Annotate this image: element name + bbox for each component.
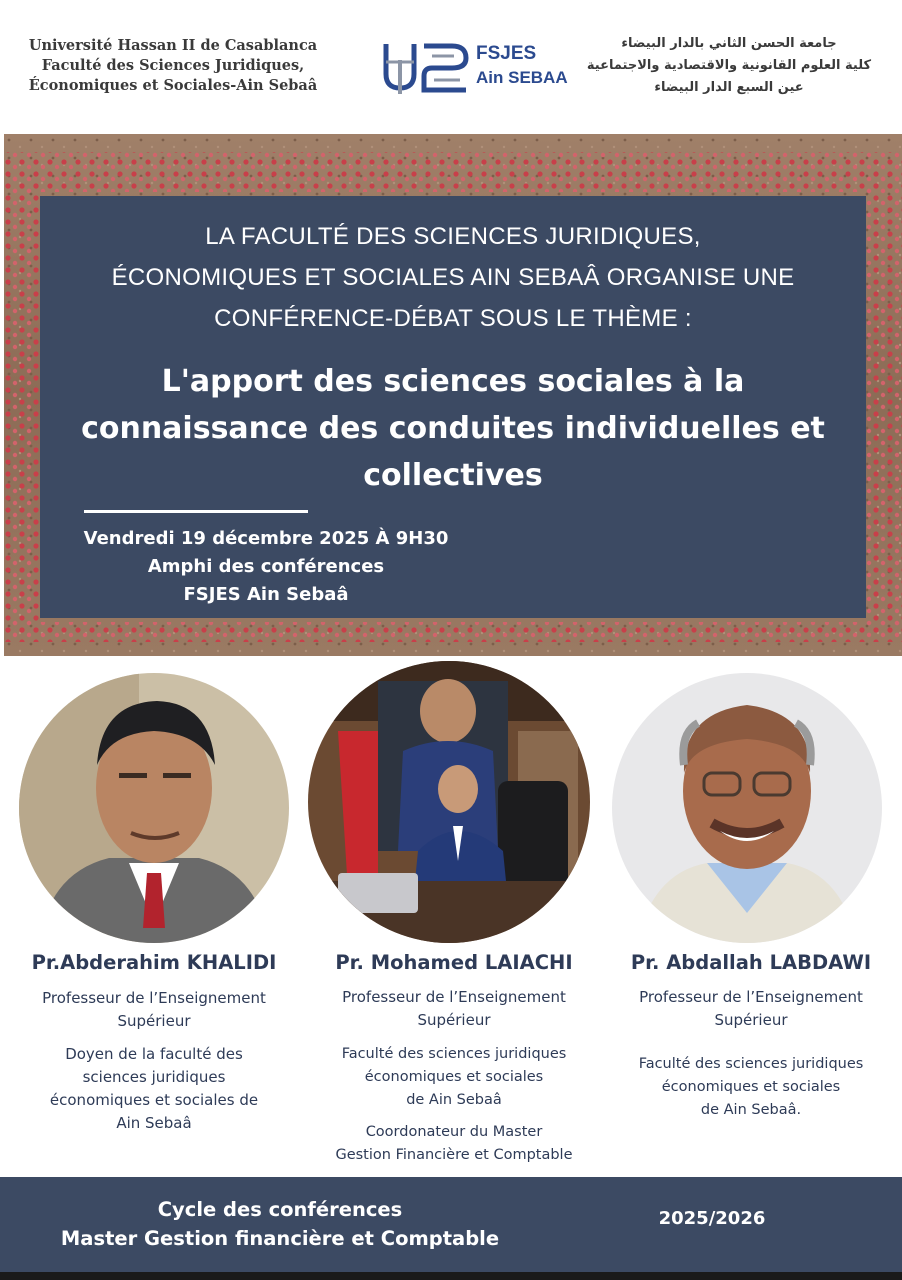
logo-line-1: FSJES: [476, 43, 537, 64]
conference-theme: [40, 358, 866, 499]
speaker-role: [306, 1043, 602, 1112]
speaker-role-line: Ain Sebaâ: [116, 1114, 192, 1132]
speaker-title-line: Professeur de l’Enseignement: [342, 988, 566, 1006]
speaker-name: Pr. Mohamed LAIACHI: [335, 951, 573, 974]
speaker-extra: [306, 1121, 602, 1167]
university-fr-line: Faculté des Sciences Juridiques,: [41, 57, 305, 74]
event-details: [56, 525, 476, 609]
speaker-title: [8, 987, 300, 1033]
announcement-panel: [40, 196, 866, 618]
cycle-title: Cycle des conférences: [157, 1198, 403, 1221]
intro-line: CONFÉRENCE-DÉBAT SOUS LE THÈME :: [214, 305, 692, 332]
speaker-extra-line: Gestion Financière et Comptable: [335, 1147, 573, 1163]
speaker-role-line: Faculté des sciences juridiques: [341, 1046, 567, 1062]
event-place: FSJES Ain Sebaâ: [183, 584, 349, 605]
speaker-title: [606, 986, 896, 1032]
speaker-role-line: économiques et sociales: [364, 1069, 544, 1085]
speaker-extra-line: Coordonateur du Master: [365, 1124, 543, 1140]
portrait-icon: [612, 673, 882, 943]
event-venue: Amphi des conférences: [147, 556, 385, 577]
footer: [0, 1177, 902, 1272]
intro-line: LA FACULTÉ DES SCIENCES JURIDIQUES,: [205, 223, 701, 250]
intro-line: ÉCONOMIQUES ET SOCIALES AIN SEBAÂ ORGANISE UNE: [111, 264, 795, 291]
speaker-role-line: Faculté des sciences juridiques: [638, 1056, 864, 1072]
speaker-title-line: Supérieur: [714, 1011, 788, 1029]
divider: [84, 510, 308, 513]
uh2c-logo-icon: [380, 40, 472, 96]
theme-line: L'apport des sciences sociales à la: [161, 364, 745, 399]
speaker-role-line: Doyen de la faculté des: [65, 1045, 243, 1063]
portrait-icon: [308, 661, 590, 943]
university-ar-line: كلية العلوم القانونية والاقتصادية والاجتماعية: [586, 58, 872, 73]
university-ar-line: جامعة الحسن الثاني بالدار البيضاء: [621, 36, 837, 51]
speaker-role-line: de Ain Sebaâ: [406, 1092, 502, 1108]
speaker-title-line: Professeur de l’Enseignement: [42, 989, 266, 1007]
university-fr-line: Économiques et Sociales-Ain Sebaâ: [28, 77, 318, 94]
theme-line: collectives: [363, 458, 543, 493]
conference-cycle: [24, 1195, 536, 1253]
university-fr-line: Université Hassan II de Casablanca: [28, 37, 318, 54]
speaker-name: Pr. Abdallah LABDAWI: [630, 951, 872, 974]
intro-text: [40, 216, 866, 339]
speaker-name: Pr.Abderahim KHALIDI: [31, 951, 277, 974]
speaker-title-line: Supérieur: [417, 1011, 491, 1029]
speaker-photo-khalidi: [19, 673, 289, 943]
speaker-role-line: économiques et sociales: [661, 1079, 841, 1095]
speaker-photo-laiachi: [308, 661, 590, 943]
speaker-title: [306, 986, 602, 1032]
speaker-role-line: économiques et sociales de: [49, 1091, 259, 1109]
speaker-title-line: Supérieur: [117, 1012, 191, 1030]
academic-year: 2025/2026: [658, 1208, 766, 1229]
logo-wordmark: [476, 42, 568, 90]
university-name-fr: [14, 36, 332, 96]
speaker-title-line: Professeur de l’Enseignement: [639, 988, 863, 1006]
logo-line-2: Ain SEBAA: [476, 68, 568, 87]
portrait-icon: [19, 673, 289, 943]
university-name-ar: [584, 33, 874, 99]
speaker-photo-labdawi: [612, 673, 882, 943]
banner: [4, 134, 902, 656]
speaker-role-line: sciences juridiques: [82, 1068, 226, 1086]
event-date: Vendredi 19 décembre 2025 À 9H30: [83, 528, 449, 549]
fsjes-logo: [380, 40, 580, 100]
university-ar-line: عين السبع الدار البيضاء: [654, 80, 804, 95]
header: [0, 0, 902, 134]
theme-line: connaissance des conduites individuelles et: [81, 411, 825, 446]
speaker-role-line: de Ain Sebaâ.: [700, 1102, 802, 1118]
speaker-role: [8, 1043, 300, 1135]
master-program: Master Gestion financière et Comptable: [60, 1227, 500, 1250]
speaker-role: [606, 1053, 896, 1122]
